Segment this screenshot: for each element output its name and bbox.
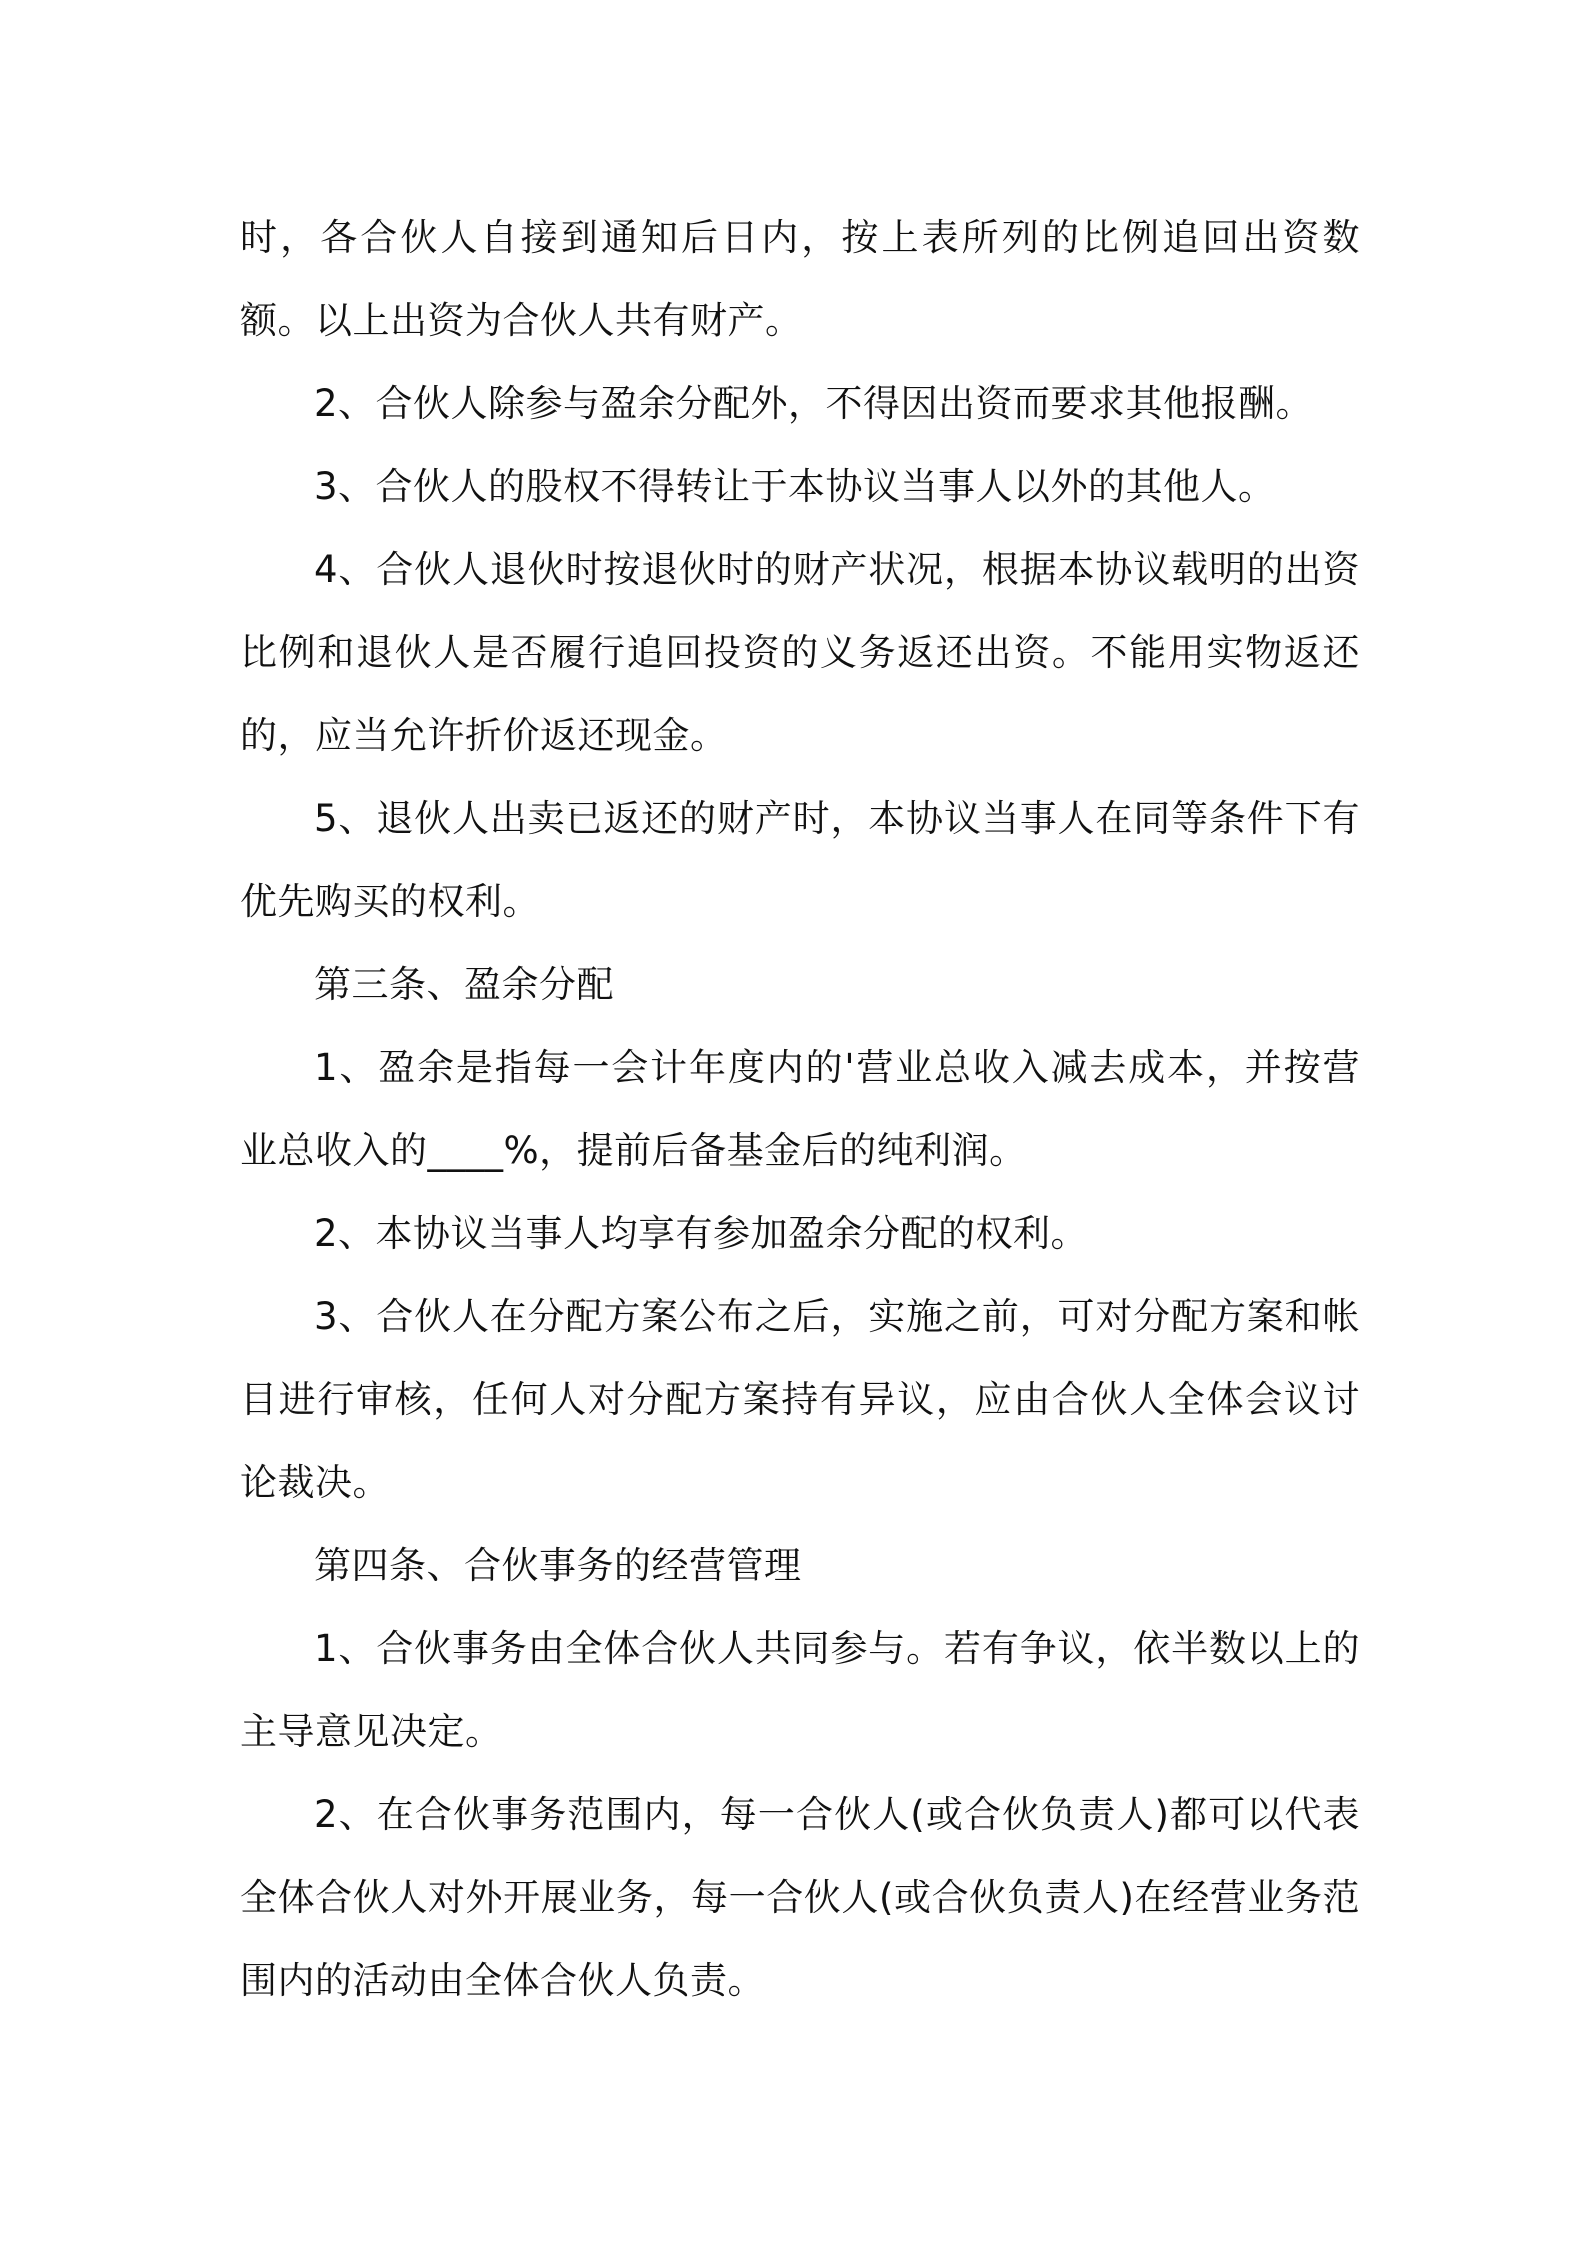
clause-4-paragraph: 4、合伙人退伙时按退伙时的财产状况，根据本协议载明的出资比例和退伙人是否履行追回投资的义务返还出资。不能用实物返还的，应当允许折价返还现金。 <box>240 548 1360 757</box>
section-heading-article-3: 第三条、盈余分配 <box>314 963 614 1006</box>
article-3-clause-2: 2、本协议当事人均享有参加盈余分配的权利。 <box>314 1212 1089 1255</box>
article-4-clause-1: 1、合伙事务由全体合伙人共同参与。若有争议，依半数以上的主导意见决定。 <box>240 1627 1360 1753</box>
article-3-clause-1: 1、盈余是指每一会计年度内的'营业总收入减去成本，并按营业总收入的____%，提前后备基金后的纯利润。 <box>240 1046 1360 1172</box>
document-body <box>240 196 1360 2022</box>
article-4-clause-2: 2、在合伙事务范围内，每一合伙人(或合伙负责人)都可以代表全体合伙人对外开展业务，每一合伙人(或合伙负责人)在经营业务范围内的活动由全体合伙人负责。 <box>240 1793 1360 2002</box>
clause-5-paragraph: 5、退伙人出卖已返还的财产时，本协议当事人在同等条件下有优先购买的权利。 <box>240 797 1360 923</box>
paragraph-continuation: 时，各合伙人自接到通知后日内，按上表所列的比例追回出资数额。以上出资为合伙人共有财产。 <box>240 216 1360 342</box>
clause-2-paragraph: 2、合伙人除参与盈余分配外，不得因出资而要求其他报酬。 <box>314 382 1314 425</box>
article-3-clause-3: 3、合伙人在分配方案公布之后，实施之前，可对分配方案和帐目进行审核，任何人对分配方案持有异议，应由合伙人全体会议讨论裁决。 <box>240 1295 1360 1504</box>
section-heading-article-4: 第四条、合伙事务的经营管理 <box>314 1544 802 1587</box>
clause-3-paragraph: 3、合伙人的股权不得转让于本协议当事人以外的其他人。 <box>314 465 1276 508</box>
